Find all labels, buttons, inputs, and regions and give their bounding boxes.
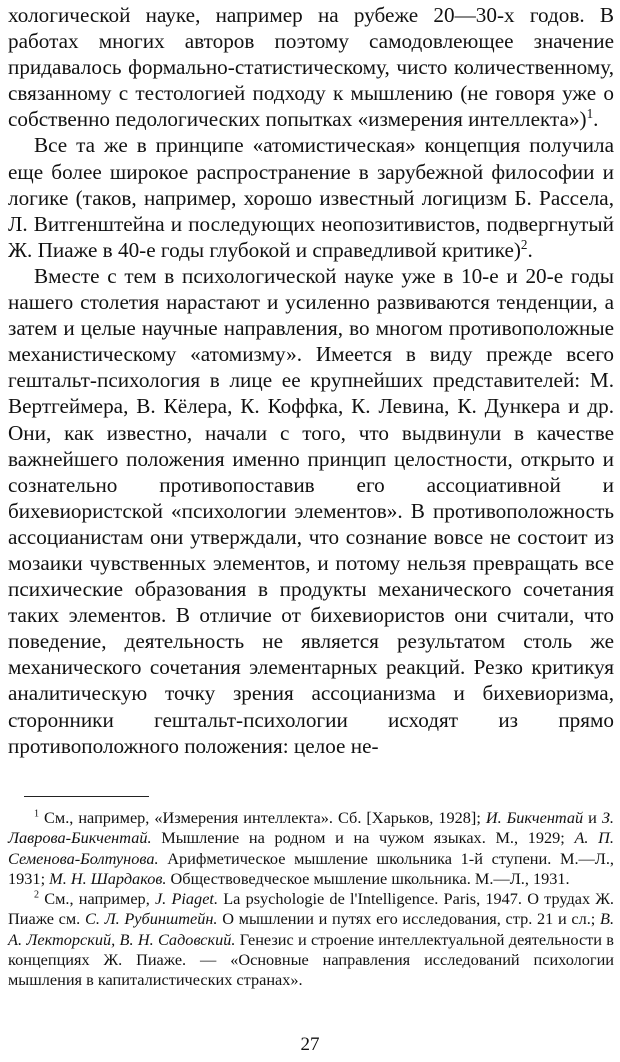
footnote — [8, 808, 614, 889]
text-run: См., например, «Измерения интеллекта». Сб. [Харьков, 1928]; — [39, 808, 486, 827]
paragraph — [8, 2, 614, 132]
author-name: В. А. Лекторский, В. Н. Садовский. — [8, 909, 615, 949]
text-run: Все та же в принципе «атомистическая» концепция получила еще более широкое распространение в зарубежной философии и логике (таков, например, хорошо известный логицизм Б. Рассела, Л. Витгенштейна и последующих неопозитивистов, подвергнутый Ж. Пиаже в 40-е годы глубокой и справедливой критике) — [8, 133, 614, 262]
text-run: Мышление на родном и на чужом языках. М., 1929; — [151, 828, 575, 848]
body-text — [8, 2, 614, 759]
page — [8, 2, 614, 759]
author-name: J. Piaget. — [154, 889, 219, 909]
author-name: С. Л. Рубинштейн. — [84, 909, 218, 929]
author-name: З. Лаврова-Бикчентай. — [8, 808, 614, 848]
author-name: И. Бикчентай — [485, 808, 584, 827]
footnote-divider — [24, 796, 149, 797]
text-run: . — [527, 237, 533, 262]
footnote-marker: 2 — [520, 236, 528, 252]
author-name: М. Н. Шардаков. — [49, 868, 167, 888]
text-run: хологической науке, например на рубеже 20—30-х годов. В работах многих авторов поэтому самодовлеющее значение придавалось формально-статистическому, чисто количественному, связанному с тестологией подходу к мышлению (не говоря уже о собственно педологических попытках «измерения интеллекта») — [8, 3, 614, 132]
page-number: 27 — [300, 1034, 320, 1055]
text-run: О мышлении и путях его исследования, стр. 21 и сл.; — [217, 909, 600, 929]
footnote-marker: 1 — [586, 106, 594, 122]
footnote-marker: 1 — [34, 808, 40, 820]
footnote — [8, 889, 614, 990]
text-run: Генезис и строение интеллектуальной деятельности в концепциях Ж. Пиаже. — «Основные направления исследований психологии мышления в капиталистических странах». — [8, 929, 614, 990]
text-run: См., например, — [39, 889, 155, 909]
footnote-marker: 2 — [34, 889, 40, 901]
paragraph — [8, 263, 614, 759]
text-run: Вместе с тем в психологической науке уже в 10-е и 20-е годы нашего столетия нарастают и усиленно развиваются тенденции, а затем и целые научные направления, во многом противоположные механистическому «атомизму». Имеется в виду прежде всего гештальт-психология в лице ее крупнейших представителей: М. Вертгеймера, В. Кёлера, К. Коффка, К. Левина, К. Дункера и др. Они, как известно, начали с того, что выдвинули в качестве важнейшего положения именно принцип целостности, открыто и сознательно противопоставив его ассоциативной и бихевиористской «психологии элементов». В противоположность ассоцианистам они утверждали, что сознание вовсе не состоит из мозаики чувственных элементов, и потому нельзя превращать все психические образования в продукты механического сочетания таких элементов. В отличие от бихевиористов они считали, что поведение, деятельность не является результатом столь же механического сочетания элементарных реакций. Резко критикуя аналитическую точку зрения ассоцианизма и бихевиоризма, сторонники гештальт-психологии исходят из прямо противоположного положения: целое не- — [8, 263, 614, 758]
text-run: La psychologie de l'Intelligence. Paris, 1947. О трудах Ж. Пиаже см. — [8, 889, 614, 929]
footnotes — [8, 808, 614, 991]
author-name: А. П. Семенова-Болтунова. — [8, 828, 614, 868]
text-run: и — [583, 808, 602, 827]
text-run: . — [593, 107, 599, 132]
paragraph — [8, 132, 614, 262]
text-run: Арифметическое мышление школьника 1-й ступени. М.—Л., 1931; — [8, 848, 614, 888]
text-run: Обществоведческое мышление школьника. М.—Л., 1931. — [166, 868, 570, 888]
